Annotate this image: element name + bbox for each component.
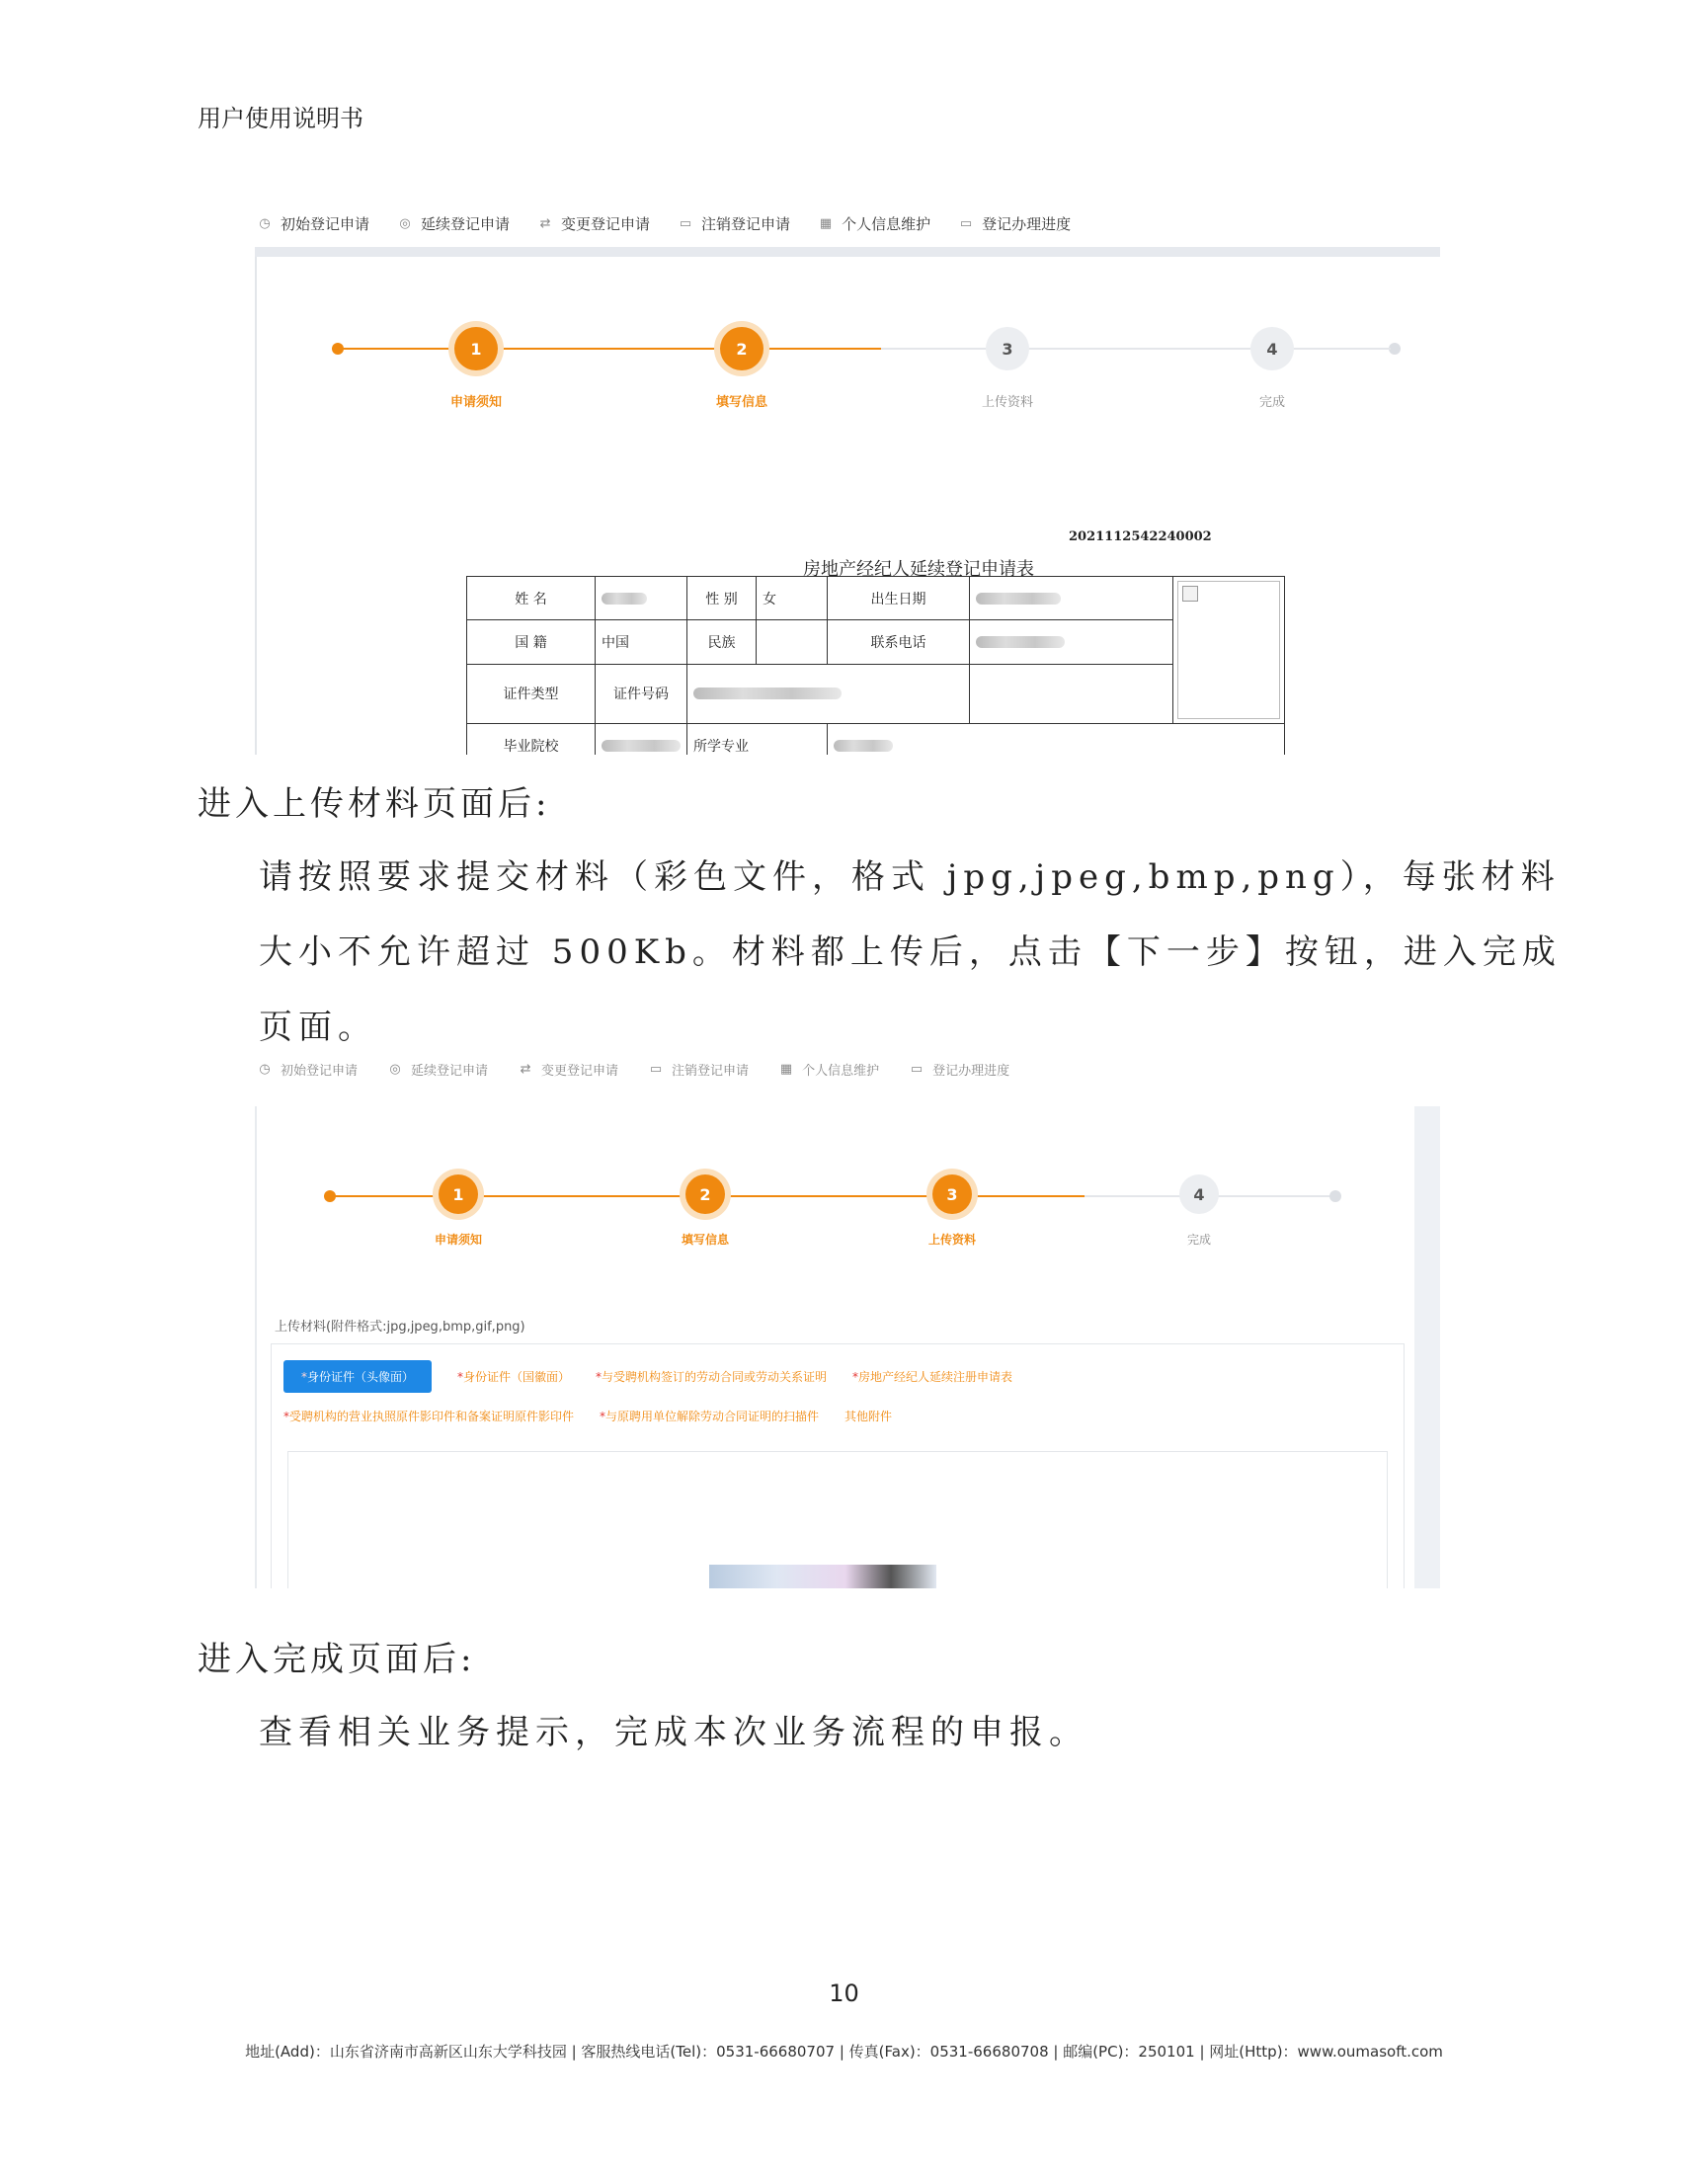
id-blank-cell (970, 664, 1173, 723)
book-icon: ▭ (679, 215, 692, 231)
step-4-label: 完成 (1258, 395, 1285, 410)
step-4-circle: 4 (1179, 1174, 1219, 1214)
nav-item-progress[interactable]: ▭ 登记办理进度 (910, 1061, 1010, 1079)
label-id-type: 证件类型 (467, 664, 596, 723)
tab-business-license[interactable]: *受聘机构的营业执照原件影印件和备案证明原件影印件 (283, 1410, 575, 1423)
upload-preview-area[interactable] (287, 1451, 1388, 1588)
nav-item-progress[interactable]: ▭ 登记办理进度 (959, 214, 1072, 233)
nav-item-cancel-registration[interactable]: ▭ 注销登记申请 (679, 214, 791, 233)
step-2-label: 填写信息 (715, 395, 767, 410)
value-phone (970, 620, 1173, 664)
step-line-tail (1207, 348, 1391, 350)
step-line-todo (881, 348, 1207, 350)
form-title: 房地产经纪人延续登记申请表 (803, 559, 1034, 580)
nav-item-renewal-registration[interactable]: ◎ 延续登记申请 (397, 213, 510, 234)
tab-labor-contract[interactable]: *与受聘机构签订的劳动合同或劳动关系证明 (596, 1370, 828, 1384)
nav-item-initial-registration[interactable]: ◷ 初始登记申请 (257, 1060, 358, 1079)
step-1-circle: 1 (439, 1174, 478, 1214)
step-line-done (338, 348, 881, 350)
nav-item-personal-info[interactable]: ▦ 个人信息维护 (819, 214, 931, 233)
label-ethnicity: 民族 (687, 620, 757, 664)
label-id-no: 证件号码 (596, 664, 687, 723)
step-2-circle: 2 (685, 1174, 725, 1214)
target-icon: ◎ (399, 215, 411, 231)
step-4-circle: 4 (1250, 327, 1294, 370)
grid-icon: ▦ (779, 1061, 793, 1077)
heading-done-page: 进入完成页面后: (198, 1640, 476, 1679)
step-progress (257, 1106, 1414, 1264)
document-header-title: 用户使用说明书 (198, 105, 363, 132)
top-nav (255, 194, 1440, 253)
label-nationality: 国 籍 (467, 620, 596, 664)
label-school: 毕业院校 (467, 724, 596, 756)
nav-item-personal-info[interactable]: ▦ 个人信息维护 (779, 1061, 880, 1079)
photo-cell (1173, 577, 1285, 724)
value-major (828, 724, 1285, 756)
label-name: 姓 名 (467, 577, 596, 620)
book-icon: ▭ (649, 1061, 663, 1077)
step-progress (257, 257, 1440, 415)
step-3-label: 上传资料 (927, 1233, 976, 1247)
label-phone: 联系电话 (828, 620, 970, 664)
para-done: 查看相关业务提示，完成本次业务流程的申报。 (259, 1713, 1088, 1752)
screenshot-fill-info (255, 194, 1440, 755)
label-major: 所学专业 (687, 724, 828, 756)
form-number: 2021112542240002 (1069, 529, 1212, 544)
nav-divider (255, 247, 1440, 257)
nav-item-change-registration[interactable]: ⇄ 变更登记申请 (537, 213, 650, 234)
value-school (596, 724, 687, 756)
tab-termination-proof[interactable]: *与原聘用单位解除劳动合同证明的扫描件 (600, 1410, 820, 1423)
clock-icon: ◷ (259, 215, 271, 231)
book-icon: ▭ (910, 1061, 924, 1077)
clock-icon: ◷ (259, 1061, 271, 1077)
step-3-circle: 3 (932, 1174, 972, 1214)
value-gender: 女 (757, 577, 828, 620)
step-2-label: 填写信息 (681, 1233, 729, 1247)
tab-renewal-form[interactable]: *房地产经纪人延续注册申请表 (852, 1370, 1013, 1384)
step-1-circle: 1 (454, 327, 498, 370)
top-nav (255, 1059, 1440, 1089)
para-upload-line-1: 请按照要求提交材料（彩色文件，格式 jpg,jpeg,bmp,png），每张材料 (259, 857, 1561, 897)
tab-other-attachments[interactable]: 其他附件 (844, 1410, 893, 1423)
heading-upload-page: 进入上传材料页面后: (198, 784, 551, 824)
upload-section-title: 上传材料(附件格式:jpg,jpeg,bmp,gif,png) (275, 1320, 525, 1335)
step-end-dot (1329, 1190, 1341, 1202)
step-3-label: 上传资料 (981, 395, 1033, 410)
para-upload-line-3: 页面。 (259, 1008, 377, 1047)
target-icon: ◎ (389, 1061, 401, 1077)
upload-tabs-row-1 (283, 1360, 1038, 1393)
content-panel (255, 1106, 1440, 1588)
grid-icon: ▦ (819, 215, 833, 231)
nav-item-renewal-registration[interactable]: ◎ 延续登记申请 (387, 1060, 488, 1079)
page-footer: 地址(Add)：山东省济南市高新区山东大学科技园 | 客服热线电话(Tel)：0531-66680707 | 传真(Fax)：0531-66680708 | 邮编(PC)：250101 | 网址(Http)：www.oumasoft.com (245, 2043, 1443, 2061)
label-birth: 出生日期 (828, 577, 970, 620)
value-nationality: 中国 (596, 620, 687, 664)
application-table (466, 576, 1285, 755)
swap-icon: ⇄ (520, 1061, 531, 1077)
page-number: 10 (829, 1980, 859, 2007)
id-card-preview-image (709, 1565, 936, 1588)
nav-item-change-registration[interactable]: ⇄ 变更登记申请 (518, 1060, 618, 1079)
value-birth (970, 577, 1173, 620)
para-upload-line-2: 大小不允许超过 500Kb。材料都上传后，点击【下一步】按钮，进入完成 (259, 932, 1562, 972)
nav-item-cancel-registration[interactable]: ▭ 注销登记申请 (649, 1061, 750, 1079)
book-icon: ▭ (959, 215, 973, 231)
swap-icon: ⇄ (539, 215, 551, 231)
screenshot-upload-materials (255, 1059, 1440, 1588)
step-2-circle: 2 (720, 327, 764, 370)
step-1-label: 申请须知 (449, 395, 502, 410)
tab-id-front[interactable]: *身份证件（头像面） (283, 1360, 432, 1393)
content-panel (255, 257, 1440, 755)
value-id-no (687, 664, 970, 723)
label-gender: 性 别 (687, 577, 757, 620)
upload-box (271, 1343, 1405, 1588)
step-3-circle: 3 (986, 327, 1029, 370)
value-ethnicity (757, 620, 828, 664)
nav-item-initial-registration[interactable]: ◷ 初始登记申请 (257, 213, 369, 234)
upload-tabs-row-2 (283, 1408, 918, 1424)
step-1-label: 申请须知 (434, 1233, 482, 1247)
value-name (596, 577, 687, 620)
step-4-label: 完成 (1186, 1233, 1211, 1247)
tab-id-back[interactable]: *身份证件（国徽面） (457, 1370, 571, 1384)
photo-placeholder (1177, 581, 1280, 719)
